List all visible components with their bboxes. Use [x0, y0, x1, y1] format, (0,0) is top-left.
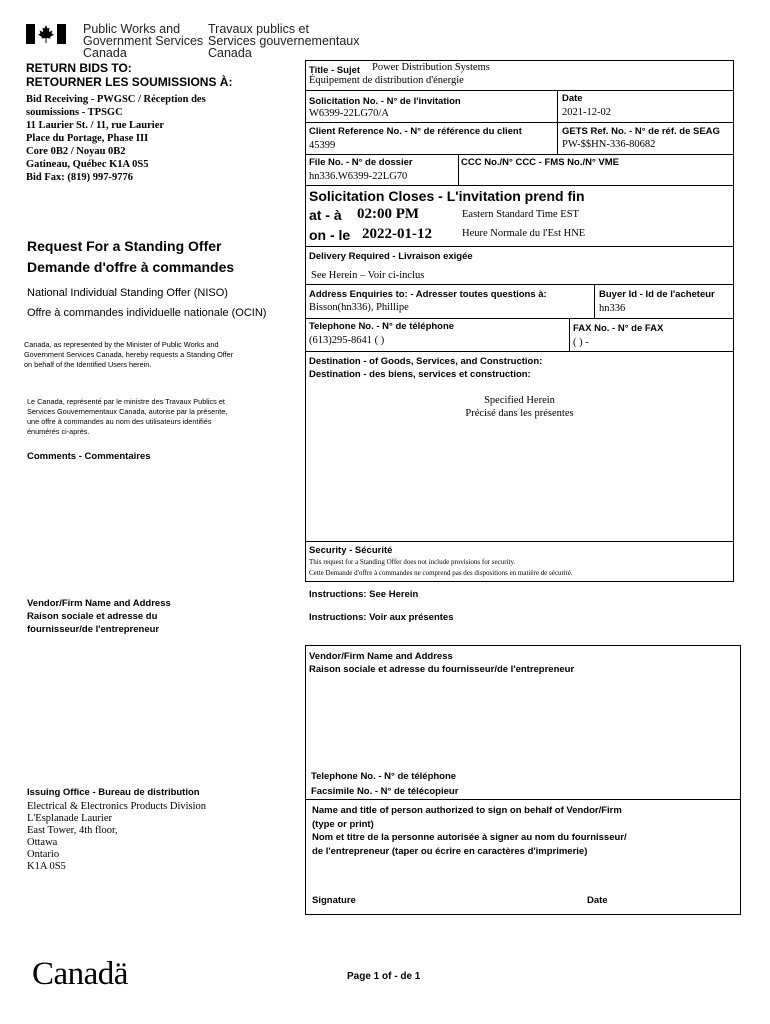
date-value: 2021-12-02	[562, 107, 611, 118]
intro-line: Le Canada, représenté par le ministre des Travaux Publics et	[27, 397, 225, 406]
auth-label-line: Name and title of person authorized to sign on behalf of Vendor/Firm	[312, 805, 622, 816]
issuing-line: Ontario	[27, 849, 60, 860]
vendor-box-label-fr: Raison sociale et adresse du fournisseur/de l'entrepreneur	[309, 664, 575, 675]
telephone-label: Telephone No. - N° de téléphone	[309, 321, 455, 332]
buyer-id-value: hn336	[599, 303, 626, 314]
instructions-en: Instructions: See Herein	[309, 589, 419, 600]
address-line: Core 0B2 / Noyau 0B2	[26, 146, 126, 157]
issuing-office-label: Issuing Office - Bureau de distribution	[27, 787, 200, 798]
department-name-fr	[208, 23, 359, 59]
intro-en	[24, 340, 233, 370]
solicitation-value: W6399-22LG70/A	[309, 108, 389, 119]
issuing-office-address	[27, 801, 206, 873]
dept-en-line: Government Services	[83, 34, 204, 48]
vendor-left-label-line: Vendor/Firm Name and Address	[27, 598, 171, 609]
return-bids-title	[26, 61, 232, 89]
request-title-fr: Demande d'offre à commandes	[27, 259, 235, 275]
vendor-left-label	[27, 597, 171, 636]
niso-en: National Individual Standing Offer (NISO)	[27, 287, 228, 299]
file-label: File No. - N° de dossier	[309, 157, 413, 168]
issuing-line: L'Esplanade Laurier	[27, 813, 112, 824]
destination-value-en: Specified Herein	[484, 395, 555, 406]
dept-fr-line: Services gouvernementaux	[208, 34, 360, 48]
vendor-telephone-label: Telephone No. - N° de téléphone	[311, 771, 457, 782]
vendor-left-label-line: Raison sociale et adresse du	[27, 611, 158, 622]
authorized-person-label	[312, 804, 627, 858]
solicitation-label: Solicitation No. - N° de l'invitation	[309, 96, 461, 107]
closes-title: Solicitation Closes - L'invitation prend fin	[309, 188, 585, 204]
security-label: Security - Sécurité	[309, 545, 393, 556]
address-enquiries-label: Address Enquiries to: - Adresser toutes questions à:	[309, 289, 547, 300]
department-name-en	[83, 23, 203, 59]
title-value-fr: Équipement de distribution d'énergie	[309, 75, 464, 86]
instructions-fr: Instructions: Voir aux présentes	[309, 612, 454, 623]
ccc-label: CCC No./N° CCC - FMS No./N° VME	[461, 157, 620, 168]
dept-fr-line: Travaux publics et	[208, 22, 309, 36]
timezone-fr: Heure Normale du l'Est HNE	[462, 228, 586, 239]
file-value: hn336.W6399-22LG70	[309, 171, 408, 182]
return-bids-title-fr: RETOURNER LES SOUMISSIONS À:	[26, 75, 233, 89]
title-label: Title - Sujet	[309, 65, 361, 76]
address-line: Place du Portage, Phase III	[26, 133, 149, 144]
destination-value-fr: Précisé dans les présentes	[465, 408, 574, 419]
vendor-name-address-field[interactable]	[308, 678, 738, 768]
date-label: Date	[562, 93, 583, 104]
intro-line: Services Gouvernementaux Canada, autorise par la présente,	[27, 407, 228, 416]
auth-label-line: de l'entrepreneur (taper ou écrire en caractères d'imprimerie)	[312, 845, 588, 857]
canada-wordmark-logo: Canadä	[32, 956, 128, 992]
bid-fax-line: Bid Fax: (819) 997-9776	[26, 172, 134, 183]
vendor-left-label-line: fournisseur/de l'entrepreneur	[27, 624, 160, 635]
fax-label: FAX No. - N° de FAX	[573, 323, 664, 334]
security-text-en: This request for a Standing Offer does not include provisions for security.	[309, 558, 516, 566]
comments-label: Comments - Commentaires	[27, 451, 151, 462]
issuing-line: Ottawa	[27, 837, 58, 848]
niso-block	[27, 283, 266, 323]
client-ref-value: 45399	[309, 140, 336, 151]
request-title	[27, 236, 234, 278]
page-number: Page 1 of - de 1	[347, 971, 421, 982]
auth-label-line: Nom et titre de la personne autorisée à signer au nom du fournisseur/	[312, 832, 627, 843]
close-time: 02:00 PM	[357, 206, 420, 222]
at-label: at - à	[309, 207, 342, 223]
issuing-line: East Tower, 4th floor,	[27, 825, 118, 836]
buyer-id-label: Buyer Id - Id de l'acheteur	[599, 289, 715, 300]
canada-flag-icon	[26, 24, 66, 44]
issuing-line: Electrical & Electronics Products Division	[27, 801, 207, 812]
delivery-label: Delivery Required - Livraison exigée	[309, 251, 473, 262]
niso-fr: Offre à commandes individuelle nationale (OCIN)	[27, 307, 267, 319]
address-line: Gatineau, Québec K1A 0S5	[26, 159, 149, 170]
on-label: on - le	[309, 227, 351, 243]
destination-label-en: Destination - of Goods, Services, and Construction:	[309, 356, 543, 367]
gets-label: GETS Ref. No. - N° de réf. de SEAG	[562, 126, 720, 137]
address-enquiries-value: Bisson(hn336), Phillipe	[309, 302, 409, 313]
gets-value: PW-$$HN-336-80682	[562, 139, 656, 150]
timezone-en: Eastern Standard Time EST	[462, 209, 579, 220]
title-value-en: Power Distribution Systems	[372, 62, 490, 73]
address-line: Bid Receiving - PWGSC / Réception des	[26, 94, 206, 105]
client-ref-label: Client Reference No. - N° de référence du client	[309, 126, 522, 137]
delivery-value: See Herein – Voir ci-inclus	[311, 270, 425, 281]
telephone-value: (613)295-8641 ( )	[309, 335, 385, 346]
return-bids-title-en: RETURN BIDS TO:	[26, 61, 132, 75]
intro-fr	[27, 397, 227, 437]
fax-value: ( ) -	[573, 337, 589, 348]
address-line: soumissions - TPSGC	[26, 107, 123, 118]
issuing-line: K1A 0S5	[27, 861, 66, 872]
intro-line: énumérés ci-après.	[27, 427, 90, 436]
intro-line: Canada, as represented by the Minister of Public Works and	[24, 340, 219, 349]
dept-en-line: Canada	[83, 46, 127, 60]
signature-date-label: Date	[587, 895, 608, 906]
intro-line: une offre à commandes au nom des utilisateurs identifiés	[27, 417, 212, 426]
dept-fr-line: Canada	[208, 46, 252, 60]
signature-label: Signature	[312, 895, 356, 906]
intro-line: on behalf of the Identified Users herein.	[24, 360, 152, 369]
vendor-box-label-en: Vendor/Firm Name and Address	[309, 651, 453, 662]
dept-en-line: Public Works and	[83, 22, 181, 36]
security-text-fr: Cette Demande d'offre à commandes ne comprend pas des dispositions en matière de sécurité.	[309, 569, 573, 577]
return-bids-address	[26, 93, 206, 184]
close-date: 2022-01-12	[362, 226, 432, 242]
auth-label-line: (type or print)	[312, 818, 374, 830]
address-line: 11 Laurier St. / 11, rue Laurier	[26, 120, 165, 131]
destination-label-fr: Destination - des biens, services et construction:	[309, 369, 531, 380]
request-title-en: Request For a Standing Offer	[27, 238, 222, 254]
intro-line: Government Services Canada, hereby requests a Standing Offer	[24, 350, 234, 359]
vendor-facsimile-label: Facsimile No. - N° de télécopieur	[311, 786, 459, 797]
